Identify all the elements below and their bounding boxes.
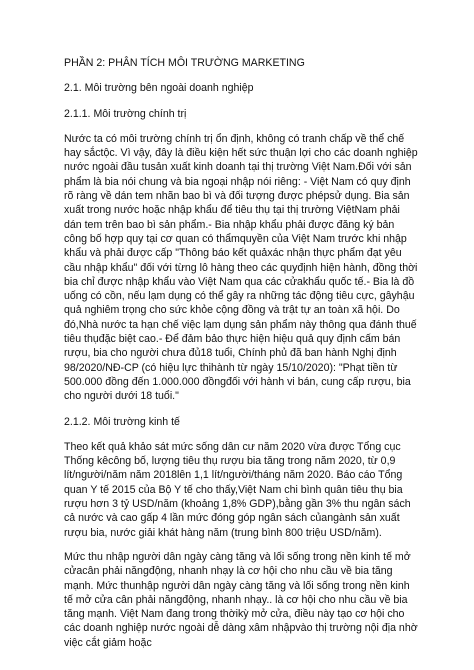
political-environment-paragraph: Nước ta có môi trường chính trị ổn định, không có tranh chấp về thể chế hay sắctộc. Vì vậy, đây là điều kiện hết sức thuận lợi cho các doanh nghiệp nước ngoài đầu tusản xuất kinh doanh tại thị trường Việt Nam.Đối với sản phẩm là bia nói chung và bia ngoại nhập nói riêng: - Việt Nam có quy định rõ ràng về dán tem nhãn bao bì và đối tượng được phépsử dụng. Bia sản xuất trong nước hoặc nhập khẩu để tiêu thụ tại thị trường ViệtNam phải dán tem trên bao bì sản phẩm.- Bia nhập khẩu phải được đăng ký bản công bố hợp quy tại cơ quan có thẩmquyền của Việt Nam trước khi nhập khẩu và phải được cấp "Thông báo kết quảxác nhận thực phẩm đạt yêu cầu nhập khẩu" đối với từng lô hàng theo các quyđịnh hiện hành, đồng thời bia chỉ được nhập khẩu vào Việt Nam qua các cửakhẩu quốc tế.- Bia là đồ uống có cồn, nếu lạm dụng có thể gây ra những tác động tiêu cực, gâyhậu quả nghiêm trọng cho sức khỏe cộng đồng và trật tự an toàn xã hội. Do đó,Nhà nước ta hạn chế việc lạm dụng sản phẩm này thông qua đánh thuế tiêu thụđặc biệt cao.- Để đảm bảo thực hiện hiệu quả quy định cấm bán rượu, bia cho người chưa đủ18 tuổi, Chính phủ đã ban hành Nghị định 98/2020/NĐ-CP (có hiệu lực thihành từ ngày 15/10/2020): "Phạt tiền từ 500.000 đồng đến 1.000.000 đồngđối với hành vi bán, cung cấp rượu, bia cho người dưới 18 tuổi."	[64, 132, 418, 403]
section-heading-2-1-1: 2.1.1. Môi trường chính trị	[64, 107, 187, 120]
page-title: PHẦN 2: PHÂN TÍCH MÔI TRƯỜNG MARKETING	[64, 57, 305, 69]
section-heading-2-1-2: 2.1.2. Môi trường kinh tế	[64, 415, 180, 428]
income-growth-paragraph: Mức thu nhập người dân ngày càng tăng và lối sống trong nền kinh tế mở cửacân phải năngđộng, nhanh nhạy là cơ hội cho nhu cầu về bia tăng mạnh. Mức thunhập người dân ngày càng tăng và lối sống trong nền kinh tế mở cửa cân phải năngđộng, nhanh nhạy.. là cơ hội cho nhu cầu về bia tăng mạnh. Việt Nam đang trong thờikỳ mở cửa, điều này tạo cơ hội cho các doanh nghiệp nước ngoài dễ dàng xâm nhậpvào thị trường nội địa nhờ việc cắt giảm hoặc	[64, 550, 418, 649]
economic-survey-paragraph: Theo kết quả khảo sát mức sống dân cư năm 2020 vừa được Tổng cục Thống kêcông bố, lượng tiêu thụ rượu bia tăng trong năm 2020, từ 0,9 lít/người/năm năm 2018lên 1,1 lít/người/tháng năm 2020. Báo cáo Tổng quan Y tế 2015 của Bộ Y tế cho thấy,Việt Nam chi bình quân tiêu thụ bia rượu hơn 3 tỷ USD/năm (khoảng 1,8% GDP),bằng gần 3% thu ngân sách cả nước và cao gấp 4 lần mức đóng góp ngân sách củangành sản xuất rượu bia, nước giải khát hàng năm (trung bình 800 triệu USD/năm).	[64, 440, 411, 539]
section-heading-2-1: 2.1. Môi trường bên ngoài doanh nghiệp	[64, 82, 254, 95]
document-body	[64, 56, 419, 661]
